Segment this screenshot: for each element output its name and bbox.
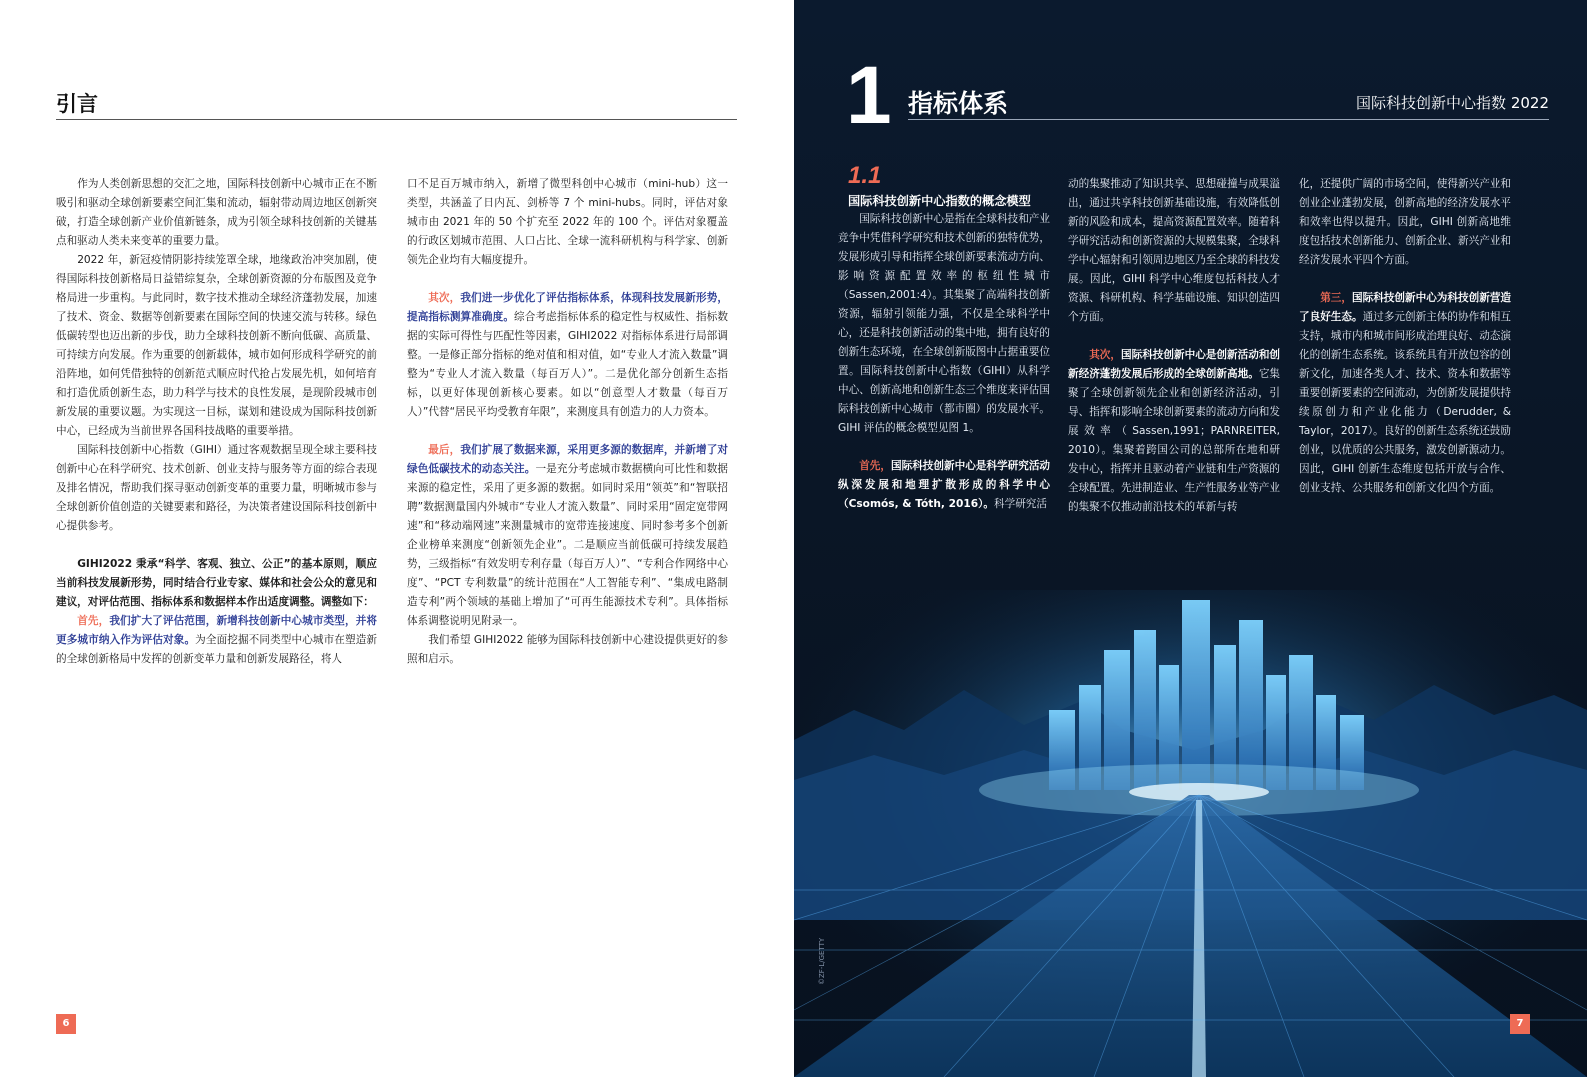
last-marker: 最后， — [428, 444, 461, 456]
second-marker: 其次， — [428, 292, 461, 304]
paragraph — [838, 457, 1050, 514]
right-page — [794, 0, 1587, 1077]
first-marker: 首先， — [77, 615, 110, 627]
body-text: 科学研究活 — [994, 498, 1047, 510]
right-text-column-1 — [838, 210, 1050, 514]
chapter-divider — [908, 119, 1549, 120]
paragraph — [407, 441, 728, 631]
paragraph: 口不足百万城市纳入，新增了微型科创中心城市（mini-hub）这一类型，共涵盖了日内瓦、剑桥等 7 个 mini-hubs。同时，评估对象城市由 2021 年的 50 个扩充至 2022 年的 100 个。评估对象覆盖的行政区划城市范围、人口占比、全球一流科研机构与科学家、创新领先企业均有大幅度提升。 — [407, 178, 728, 266]
right-text-column-3 — [1299, 175, 1511, 498]
subsection-number: 1.1 — [848, 162, 882, 189]
paragraph: 作为人类创新思想的交汇之地，国际科技创新中心城市正在不断吸引和驱动全球创新要素空间汇集和流动，辐射带动周边地区创新突破，打造全球创新产业价值新链条，成为引领全球科技创新的关键基点和驱动人类未来变革的重要力量。 — [56, 178, 377, 247]
highlight-text: 我们扩大了评估范围，新增科技创新中心城市类型，并将更多城市纳入作为评估对象。 — [56, 615, 378, 646]
page-number: 6 — [56, 1014, 76, 1034]
right-text-column-2 — [1068, 175, 1280, 517]
paragraph — [407, 289, 728, 422]
report-title: 国际科技创新中心指数 2022 — [1356, 94, 1549, 112]
body-text: 通过多元创新主体的协作和相互支持，城市内和城市间形成治理良好、动态演化的创新生态系统。该系统具有开放包容的创新文化，加速各类人才、技术、资本和数据等重要创新要素的空间流动，为创新发展提供持续原创力和产业化能力（Derudder, & Taylor，2017）。良好的创新生态系统还鼓励创业，以优质的公共服务，激发创新源动力。因此，GIHI 创新生态维度包括开放与合作、创业支持、公共服务和创新文化四个方面。 — [1299, 311, 1512, 494]
paragraph: 2022 年，新冠疫情阴影持续笼罩全球，地缘政治冲突加剧，使得国际科技创新格局日益错综复杂，全球创新资源的分布版图及竞争格局进一步重构。与此同时，数字技术推动全球经济蓬勃发展，加速了技术、资金、数据等创新要素在国际空间的快速交流与转移。绿色低碳转型也迈出新的步伐，助力全球科技创新不断向低碳、高质量、可持续方向发展。作为重要的创新载体，城市如何形成科学研究的前沿阵地，如何凭借独特的创新范式顺应时代抢占发展先机，如何培育和打造优质创新生态，助力科学与技术的良性发展，是现阶段城市创新发展的重要议题。为实现这一目标，谋划和建设成为国际科技创新中心，已经成为当前世界各国科技战略的重要举措。 — [56, 254, 377, 437]
city-road-illustration — [794, 590, 1587, 1077]
body-text: 综合考虑指标体系的稳定性与权威性、指标数据的实际可得性与匹配性等因素，GIHI2022 对指标体系进行局部调整。一是修正部分指标的绝对值和相对值，如“专业人才流入数量”调整为“专业人才流入数量（每百万人）”。二是优化部分创新生态指标，以更好体现创新核心要素。如以“创意型人才数量（每百万人）”代替“居民平均受教育年限”，来测度具有创造力的人力资本。 — [407, 311, 729, 418]
paragraph: 国际科技创新中心是指在全球科技和产业竞争中凭借科学研究和技术创新的独特优势，发展形成引导和指挥全球创新要素流动方向、影响资源配置效率的枢纽性城市（Sassen,2001:4）。其集聚了高端科技创新资源，辐射引领能力强，不仅是全球科学中心，还是科技创新活动的集中地，拥有良好的创新生态环境，在全球创新版图中占据重要位置。国际科技创新中心指数（GIHI）从科学中心、创新高地和创新生态三个维度来评估国际科技创新中心城市（都市圈）的发展水平。GIHI 评估的概念模型见图 1。 — [838, 213, 1050, 434]
text-column-1 — [56, 175, 377, 669]
text-column-2 — [407, 175, 728, 669]
paragraph: 我们希望 GIHI2022 能够为国际科技创新中心建设提供更好的参照和启示。 — [407, 634, 728, 665]
principles-paragraph: GIHI2022 秉承“科学、客观、独立、公正”的基本原则，顺应当前科技发展新形势，同时结合行业专家、媒体和社会公众的意见和建议，对评估范围、指标体系和数据样本作出适度调整。调整如下： — [56, 558, 377, 608]
second-marker: 其次， — [1089, 349, 1121, 361]
body-text: 它集聚了全球创新领先企业和创新经济活动，引导、指挥和影响全球创新要素的流动方向和发展效率（Sassen,1991；PARNREITER, 2010）。集聚着跨国公司的总部所在地和研发中心，指挥并且驱动着产业链和生产资源的全球配置。先进制造业、生产性服务业等产业的集聚不仅推动前沿技术的革新与转 — [1068, 368, 1281, 513]
paragraph: 国际科技创新中心指数（GIHI）通过客观数据呈现全球主要科技创新中心在科学研究、技术创新、创业支持与服务等方面的综合表现及排名情况，帮助我们探寻驱动创新变革的重要力量，明晰城市参与全球创新价值创造的关键要素和路径，为决策者建设国际科技创新中心提供参考。 — [56, 444, 377, 532]
chapter-number: 1 — [846, 50, 892, 141]
highlight-text: 我们进一步优化了评估指标体系，体现科技发展新形势，提高指标测算准确度。 — [407, 292, 729, 323]
subsection-title: 国际科技创新中心指数的概念模型 — [848, 194, 1031, 208]
bold-text: 国际科技创新中心是科学研究活动纵深发展和地理扩散形成的科学中心（Csomós, & Tóth, 2016）。 — [838, 460, 1051, 510]
bold-text: 国际科技创新中心为科技创新营造了良好生态。 — [1299, 292, 1512, 323]
third-marker: 第三， — [1320, 292, 1352, 304]
paragraph: 化，还提供广阔的市场空间，使得新兴产业和创业企业蓬勃发展，创新高地的经济发展水平和效率也得以提升。因此，GIHI 创新高地维度包括技术创新能力、创新企业、新兴产业和经济发展水平四个方面。 — [1299, 178, 1511, 266]
highlight-text: 我们扩展了数据来源，采用更多源的数据库，并新增了对绿色低碳技术的动态关注。 — [407, 444, 729, 475]
paragraph — [56, 612, 377, 669]
page-number: 7 — [1510, 1014, 1530, 1034]
first-marker: 首先， — [859, 460, 891, 472]
photo-credit: ©ZF-L/GETTY — [818, 937, 826, 985]
paragraph — [1068, 346, 1280, 517]
section-title: 引言 — [56, 92, 98, 116]
body-text: 一是充分考虑城市数据横向可比性和数据来源的稳定性，采用了更多源的数据。如同时采用“领英”和“智联招聘”数据测量国内外城市“专业人才流入数量”、同时采用“固定宽带网速”和“移动端网速”来测量城市的宽带连接速度、同时参考多个创新企业榜单来测度“创新领先企业”。二是顺应当前低碳可持续发展趋势，三级指标“有效发明专利存量（每百万人）”、“专利合作网络中心度”、“PCT 专利数量”的统计范围在“人工智能专利”、“集成电路制造专利”两个领域的基础上增加了“可再生能源技术专利”。具体指标体系调整说明见附录一。 — [407, 463, 729, 627]
chapter-title: 指标体系 — [908, 89, 1009, 118]
body-text: 为全面挖掘不同类型中心城市在塑造新的全球创新格局中发挥的创新变革力量和创新发展路径，将人 — [56, 634, 378, 665]
bold-text: 国际科技创新中心是创新活动和创新经济蓬勃发展后形成的全球创新高地。 — [1068, 349, 1281, 380]
paragraph: 动的集聚推动了知识共享、思想碰撞与成果溢出，通过共享科技创新基础设施，有效降低创新的风险和成本，提高资源配置效率。随着科学研究活动和创新资源的大规模集聚，全球科学中心辐射和引领周边地区乃至全球的科技发展。因此，GIHI 科学中心维度包括科技人才资源、科研机构、科学基础设施、知识创造四个方面。 — [1068, 178, 1280, 323]
section-divider — [56, 119, 737, 120]
paragraph — [1299, 289, 1511, 498]
